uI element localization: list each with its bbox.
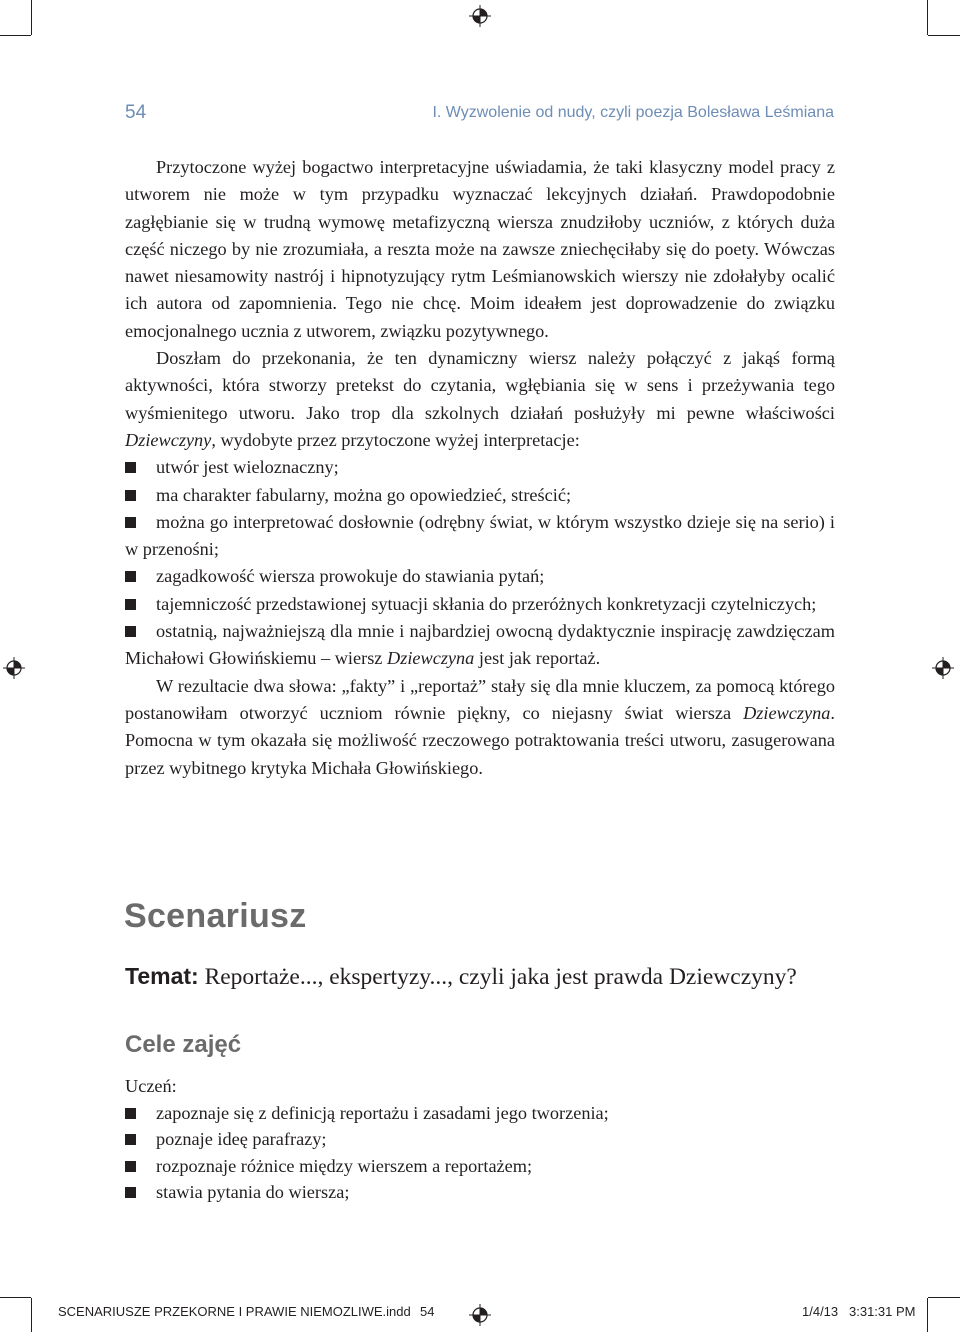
slug-page: 54 xyxy=(420,1304,435,1319)
body-text xyxy=(125,154,835,782)
crop-mark xyxy=(928,1297,960,1298)
list-item: ma charakter fabularny, można go opowiedzieć, streścić; xyxy=(125,482,835,509)
work-title: Dziewczyna xyxy=(743,702,831,723)
registration-mark-icon xyxy=(469,1304,491,1326)
bullet-list xyxy=(125,454,835,672)
text-run: , wydobyte przez przytoczone wyżej interpretacje: xyxy=(211,429,580,450)
registration-mark-icon xyxy=(932,657,954,679)
list-item: rozpoznaje różnice między wierszem a reportażem; xyxy=(125,1153,835,1180)
paragraph xyxy=(125,345,835,454)
list-item xyxy=(125,618,835,673)
registration-mark-icon xyxy=(3,657,25,679)
crop-mark xyxy=(0,1297,31,1298)
list-item: stawia pytania do wiersza; xyxy=(125,1179,835,1206)
list-item: poznaje ideę parafrazy; xyxy=(125,1126,835,1153)
student-label: Uczeń: xyxy=(125,1076,177,1096)
text-run: jest jak reportaż. xyxy=(474,648,601,669)
text-run: W rezultacie dwa słowa: „fakty” i „reportaż” stały się dla mnie kluczem, za pomocą którego postanowiłam otworzyć uczniom równie piękny, co niejasny świat wiersza xyxy=(125,675,835,723)
paragraph xyxy=(125,673,835,782)
slug-time: 3:31:31 PM xyxy=(849,1304,916,1319)
list-item: zagadkowość wiersza prowokuje do stawiania pytań; xyxy=(125,563,835,590)
registration-mark-icon xyxy=(469,5,491,27)
paragraph: Przytoczone wyżej bogactwo interpretacyjne uświadamia, że taki klasyczny model pracy z utworem nie może w tym przypadku wyznaczać lekcyjnych działań. Prawdopodobnie zagłębianie się w trudną wymowę metafizyczną wiersza znudziłoby uczniów, z których duża część niczego by nie zrozumiała, a reszta może na zawsze zniechęciłaby się do poety. Wówczas nawet niesamowity nastrój i hipnotyzujący rytm Leśmianowskich wierszy nie zdołałyby ocalić ich autora od zapomnienia. Tego nie chcę. Moim ideałem jest doprowadzenie do związku emocjonalnego ucznia z utworem, związku pozytywnego. xyxy=(125,157,835,341)
work-title: Dziewczyny xyxy=(125,429,212,450)
list-item: można go interpretować dosłownie (odrębny świat, w którym wszystko dzieje się na serio) i w przenośni; xyxy=(125,509,835,564)
crop-mark xyxy=(928,35,960,36)
topic-text: Reportaże..., ekspertyzy..., czyli jaka jest prawda Dziewczyny? xyxy=(204,964,797,990)
list-item: utwór jest wieloznaczny; xyxy=(125,454,835,481)
crop-mark xyxy=(927,0,928,35)
text-run: Doszłam do przekonania, że ten dynamiczny wiersz należy połączyć z jakąś formą aktywności, która stworzy pretekst do czytania, wgłębiania się w sens i przeżywania tego wyśmienitego utworu. Jako trop dla szkolnych działań posłużyły mi pewne właściwości xyxy=(125,348,835,423)
work-title: Dziewczyna xyxy=(387,648,475,669)
section-heading: Scenariusz xyxy=(124,897,307,935)
topic-line xyxy=(125,963,845,991)
slug-date: 1/4/13 xyxy=(802,1304,839,1319)
list-item: tajemniczość przedstawionej sytuacji skłania do przeróżnych konkretyzacji czytelniczych; xyxy=(125,591,835,618)
topic-label: Temat: xyxy=(125,963,199,989)
slug-file-name: SCENARIUSZE PRZEKORNE I PRAWIE NIEMOZLIWE.indd xyxy=(58,1304,411,1319)
text-run: . Pomocna w tym okazała się możliwość rzeczowego potraktowania treści utworu, zasugerowana przez wybitnego krytyka Michała Głowińskiego. xyxy=(125,702,835,778)
crop-mark xyxy=(31,0,32,35)
list-item: zapoznaje się z definicją reportażu i zasadami jego tworzenia; xyxy=(125,1100,835,1127)
crop-mark xyxy=(927,1298,928,1332)
goals-heading: Cele zajęć xyxy=(125,1031,242,1058)
goals-list xyxy=(125,1100,835,1206)
text-run: ostatnią, najważniejszą dla mnie i najbardziej owocną dydaktycznie inspirację zawdzięczam Michałowi Głowińskiemu – wiersz xyxy=(125,621,835,669)
chapter-title: I. Wyzwolenie od nudy, czyli poezja Bolesława Leśmiana xyxy=(432,104,834,121)
crop-mark xyxy=(0,35,31,36)
goals-block xyxy=(125,1073,835,1206)
crop-mark xyxy=(31,1298,32,1332)
page-number: 54 xyxy=(125,102,147,123)
